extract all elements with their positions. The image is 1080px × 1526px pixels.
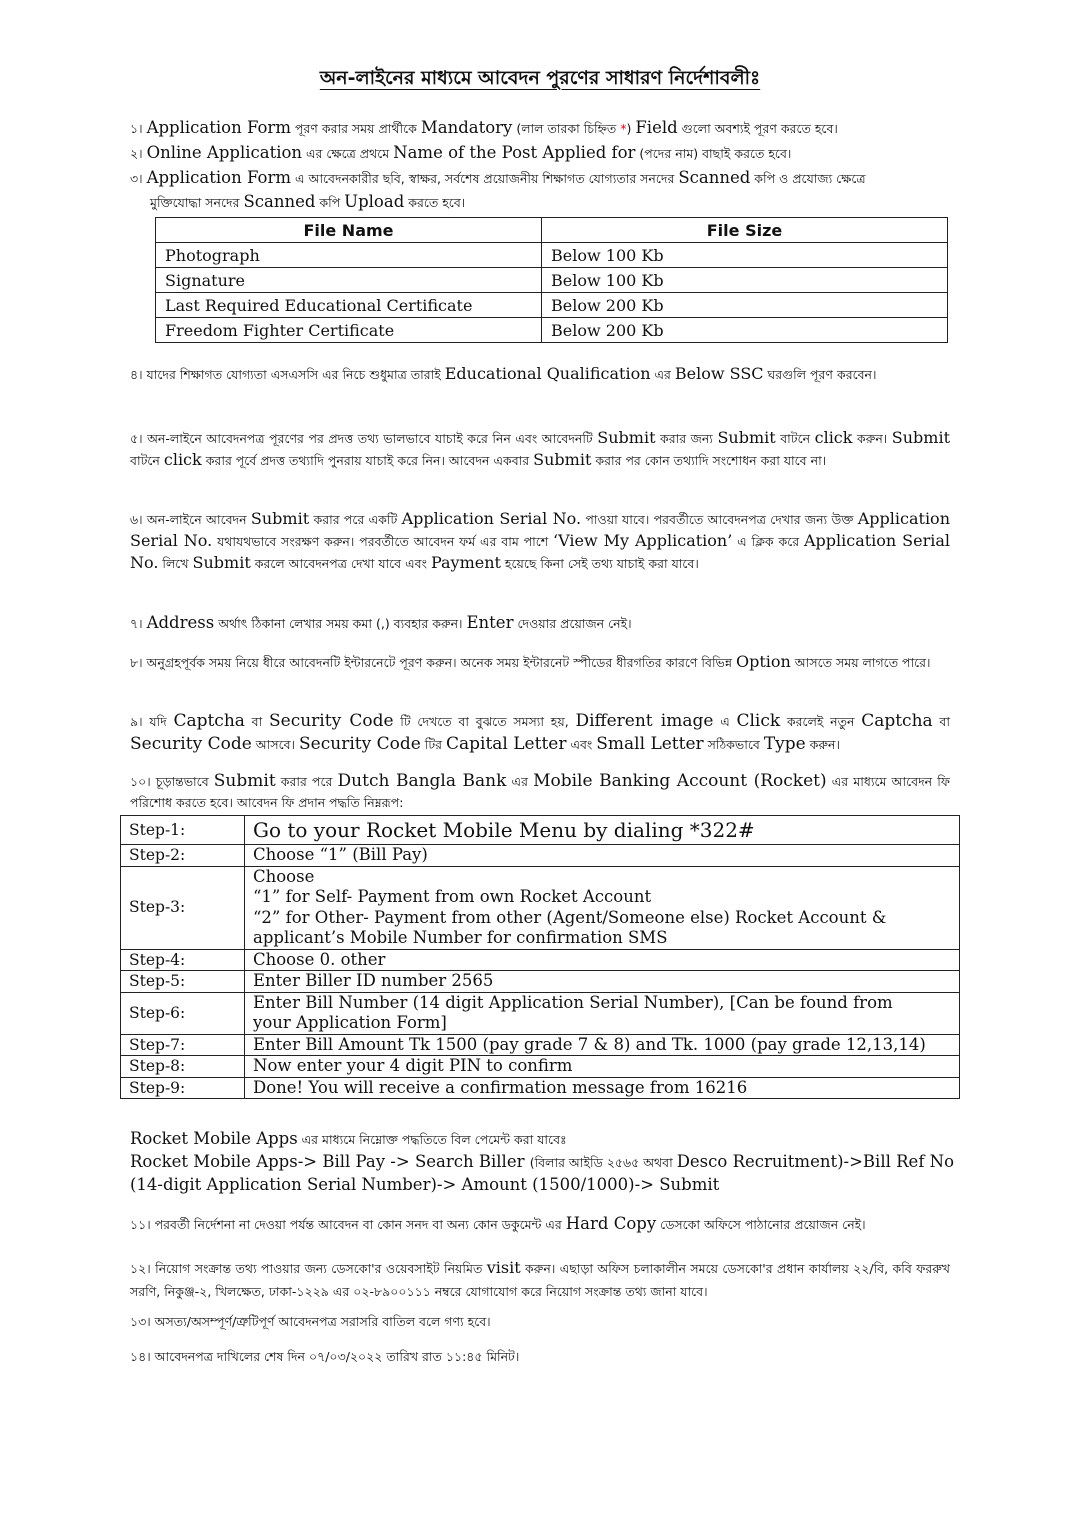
step-label: Step-7: [121,1034,245,1056]
instruction-2 [130,141,791,166]
text: Submit [213,771,276,791]
text: ৩। [130,171,147,186]
text: Address [146,613,215,632]
instruction-1 [130,116,838,141]
text: Application Serial No. [130,509,950,550]
table-cell: Freedom Fighter Certificate [156,318,542,343]
table-row [121,992,960,1034]
text: বাটনে [775,431,815,446]
step-label: Step-5: [121,971,245,993]
table-row [121,1056,960,1078]
table-row [121,949,960,971]
text: ৮। অনুগ্রহপূর্বক সময় নিয়ে ধীরে আবেদনটি ইন্টারনেটে পূরণ করুন। অনেক সময় ইন্টারনেট স্পীডের ধীরগতির কারণে বিভিন্ন [130,655,736,670]
text: পূরণ করার সময় প্রার্থীকে [290,121,421,136]
text: Dutch Bangla Bank [337,771,507,791]
step-line: “1” for Self- Payment from own Rocket Account [253,887,652,906]
instruction-10 [130,771,950,813]
text: এ [713,714,737,729]
text: ১। [130,121,147,136]
table-row [156,268,948,293]
text: Rocket Mobile Apps [130,1129,298,1148]
text: এর মাধ্যমে আবেদন ফি পরিশোধ করতে হবে। আবেদন ফি প্রদান পদ্ধতি নিম্নরূপ: [130,774,950,810]
step-text [245,866,960,949]
step-line: your Application Form] [253,1013,447,1032]
text: Captcha [173,711,245,731]
text: আসতে সময় লাগতে পারে। [790,655,931,670]
instruction-11 [130,1212,866,1237]
step-label: Step-3: [121,866,245,949]
text: টির [420,737,446,752]
step-label: Step-1: [121,816,245,845]
text: ১০। চূড়ান্তভাবে [130,774,214,789]
text: ‘View My Application’ [553,531,733,550]
text: পাওয়া যাবে। পরবর্তীতে আবেদনপত্র দেখার জন্য উক্ত [581,512,858,527]
table-row [156,293,948,318]
text: Mobile Banking Account (Rocket) [533,771,827,791]
text: ৬। অন-লাইনে আবেদন [130,512,251,527]
text: Desco Recruitment)->Bill Ref No (14-digit Application Serial Number)-> Amount (1500/1000)-> Submit [130,1152,955,1194]
text: এ ক্লিক করে [732,534,804,549]
step-text: Enter Bill Amount Tk 1500 (pay grade 7 & 8) and Tk. 1000 (pay grade 12,13,14) [245,1034,960,1056]
text: Type [763,734,806,754]
text: ১১। পরবর্তী নির্দেশনা না দেওয়া পর্যন্ত আবেদন বা কোন সনদ বা অন্য কোন ডকুমেন্ট এর [130,1217,566,1232]
text: করার পরে [275,774,338,789]
text: Security Code [130,734,252,754]
text: Upload [344,192,405,211]
text: লিখে [158,556,193,571]
table-header-row [156,218,948,243]
text: ডেসকো অফিসে পাঠানোর প্রয়োজন নেই। [656,1217,866,1232]
text: ৯। যদি [130,714,174,729]
step-text: Go to your Rocket Mobile Menu by dialing *322# [245,816,960,845]
text: বা [932,714,951,729]
instruction-4 [130,363,950,385]
text: Scanned [678,168,751,187]
text: Application Form [146,118,291,137]
text: করলেই নতুন [780,714,862,729]
table-cell: Photograph [156,243,542,268]
table-row [121,1077,960,1099]
table-row [121,1034,960,1056]
instruction-14: ১৪। আবেদনপত্র দাখিলের শেষ দিন ০৭/০৩/২০২২ তারিখ রাত ১১:৪৫ মিনিট। [130,1349,520,1364]
text: Submit [250,509,310,528]
text: এবং [566,737,597,752]
text: অর্থাৎ ঠিকানা লেখার সময় কমা (,) ব্যবহার করুন। [214,616,467,631]
step-line: applicant’s Mobile Number for confirmation SMS [253,928,668,947]
text: কপি [315,195,345,210]
text: করার পর কোন তথ্যাদি সংশোধন করা যাবে না। [591,453,827,468]
text: click [814,428,853,447]
text: Submit [717,428,776,447]
table-row [121,816,960,845]
rocket-line-2 [130,1151,960,1196]
text: করতে হবে। [404,195,466,210]
text: এর [506,774,534,789]
table-row [121,971,960,993]
step-text: Enter Biller ID number 2565 [245,971,960,993]
file-size-table [155,217,948,343]
step-line: “2” for Other- Payment from other (Agent/Someone else) Rocket Account & [253,907,887,927]
instruction-9 [130,710,950,756]
instruction-3-cont [150,190,465,215]
text: Educational Qualification [444,364,651,383]
text: করার পূর্বে প্রদত্ত তথ্যাদি পুনরায় যাচাই করে নিন। আবেদন একবার [201,453,534,468]
text: ৭। [130,616,147,631]
text: Below SSC [674,364,764,383]
text: ১২। নিয়োগ সংক্রান্ত তথ্য পাওয়ার জন্য ডেসকো'র ওয়েবসাইট নিয়মিত [130,1261,487,1276]
step-label: Step-8: [121,1056,245,1078]
payment-steps-table [120,815,960,1099]
step-text: Choose 0. other [245,949,960,971]
table-row [121,866,960,949]
text: বা [244,714,269,729]
text: ৫। অন-লাইনে আবেদনপত্র পূরণের পর প্রদত্ত তথ্য ভালভাবে যাচাই করে নিন এবং আবেদনটি [130,431,598,446]
text: Option [735,652,791,671]
step-label: Step-4: [121,949,245,971]
text: এ আবেদনকারীর ছবি, স্বাক্ষর, সর্বশেষ প্রয়োজনীয় শিক্ষাগত যোগ্যতার সনদের [290,171,679,186]
text: করার পরে একটি [309,512,402,527]
text: করার জন্য [655,431,718,446]
text: টি দেখতে বা বুঝতে সমস্যা হয়, [393,714,576,729]
table-cell: Signature [156,268,542,293]
text: Different image [575,711,714,731]
text: Small Letter [596,734,704,754]
text: Submit [192,553,251,572]
text: সঠিকভাবে [703,737,764,752]
text: যথাযথভাবে সংরক্ষণ করুন। পরবর্তীতে আবেদন ফর্ম এর বাম পাশে [212,534,554,549]
text: Submit [597,428,656,447]
instruction-7 [130,611,632,636]
text: Submit [533,450,592,469]
table-cell: Below 100 Kb [542,268,948,293]
text: (লাল তারকা চিহ্নিত [512,121,621,136]
text: Hard Copy [565,1214,657,1233]
text: Captcha [861,711,933,731]
step-label: Step-6: [121,992,245,1034]
text: Name of the Post Applied for [393,143,636,162]
text: কপি ও প্রযোজ্য ক্ষেত্রে [750,171,866,186]
text: Field [635,118,678,137]
text: আসবে। [251,737,300,752]
text: Click [736,711,781,731]
instruction-3 [130,166,866,191]
table-row [156,243,948,268]
step-text: Done! You will receive a confirmation message from 16216 [245,1077,960,1099]
instruction-5 [130,427,950,471]
text: Capital Letter [446,734,567,754]
column-header: File Name [156,218,542,243]
instruction-12 [130,1256,950,1303]
text: বাটনে [130,453,164,468]
instruction-13: ১৩। অসত্য/অসম্পূর্ণ/ত্রুটিপূর্ণ আবেদনপত্র সরাসরি বাতিল বলে গণ্য হবে। [130,1314,491,1329]
text: click [163,450,202,469]
text: ৪। যাদের শিক্ষাগত যোগ্যতা এসএসসি এর নিচে শুধুমাত্র তারাই [130,367,445,382]
step-text [245,992,960,1034]
text: করলে আবেদনপত্র দেখা যাবে এবং [250,556,431,571]
text: ২। [130,146,147,161]
text: গুলো অবশ্যই পূরণ করতে হবে। [677,121,838,136]
table-cell: Last Required Educational Certificate [156,293,542,318]
text: Rocket Mobile Apps-> Bill Pay -> Search Biller [130,1152,530,1171]
table-cell: Below 200 Kb [542,293,948,318]
mandatory-star: * [620,121,627,136]
step-line: Enter Bill Number (14 digit Application Serial Number), [Can be found from [253,992,893,1012]
text: ) [626,121,636,136]
text: মুক্তিযোদ্ধা সনদের [150,195,244,210]
text: Application Serial No. [130,531,951,572]
step-label: Step-2: [121,845,245,867]
table-row [121,845,960,867]
text: Payment [430,553,501,572]
column-header: File Size [542,218,948,243]
table-cell: Below 200 Kb [542,318,948,343]
text: Security Code [299,734,421,754]
text: Security Code [269,711,394,731]
text: এর ক্ষেত্রে প্রথমে [302,146,394,161]
text: ঘরগুলি পূরণ করবেন। [763,367,877,382]
step-text: Now enter your 4 digit PIN to confirm [245,1056,960,1078]
text: করুন। [852,431,892,446]
text: Application Form [146,168,291,187]
table-row [156,318,948,343]
text: হয়েছে কিনা সেই তথ্য যাচাই করা যাবে। [500,556,699,571]
text: Scanned [243,192,316,211]
table-cell: Below 100 Kb [542,243,948,268]
instruction-8 [130,651,950,673]
step-label: Step-9: [121,1077,245,1099]
text: (বিলার আইডি ২৫৬৫ অথবা [529,1155,677,1170]
text: Mandatory [420,118,513,137]
text: Online Application [146,143,303,162]
text: করুন। এছাড়া অফিস চলাকালীন সময়ে ডেসকো'র প্রধান কার্যালয় ২২/বি, কবি ফররুখ সরণি, নিকুঞ্জ-২, খিলক্ষেত, ঢাকা-১২২৯ এর ০২-৮৯০০১১১ নম্বরে যোগাযোগ করে নিয়োগ সংক্রান্ত তথ্য জানা যাবে। [130,1261,950,1299]
step-text: Choose “1” (Bill Pay) [245,845,960,867]
text: দেওয়ার প্রয়োজন নেই। [513,616,632,631]
text: (পদের নাম) বাছাই করতে হবে। [635,146,792,161]
instruction-6 [130,508,950,574]
rocket-line-1 [130,1128,960,1151]
text: visit [486,1258,521,1277]
rocket-apps-note [130,1128,960,1196]
text: করুন। [805,737,840,752]
text: Enter [466,613,514,632]
text: এর মাধ্যমে নিম্নোক্ত পদ্ধতিতে বিল পেমেন্ট করা যাবেঃ [297,1132,567,1147]
page-title: অন-লাইনের মাধ্যমে আবেদন পুরণের সাধারণ নির্দেশাবলীঃ [319,67,761,89]
step-line: Choose [253,866,315,886]
text: Application Serial No. [401,509,582,528]
text: Submit [891,428,951,447]
text: এর [650,367,675,382]
